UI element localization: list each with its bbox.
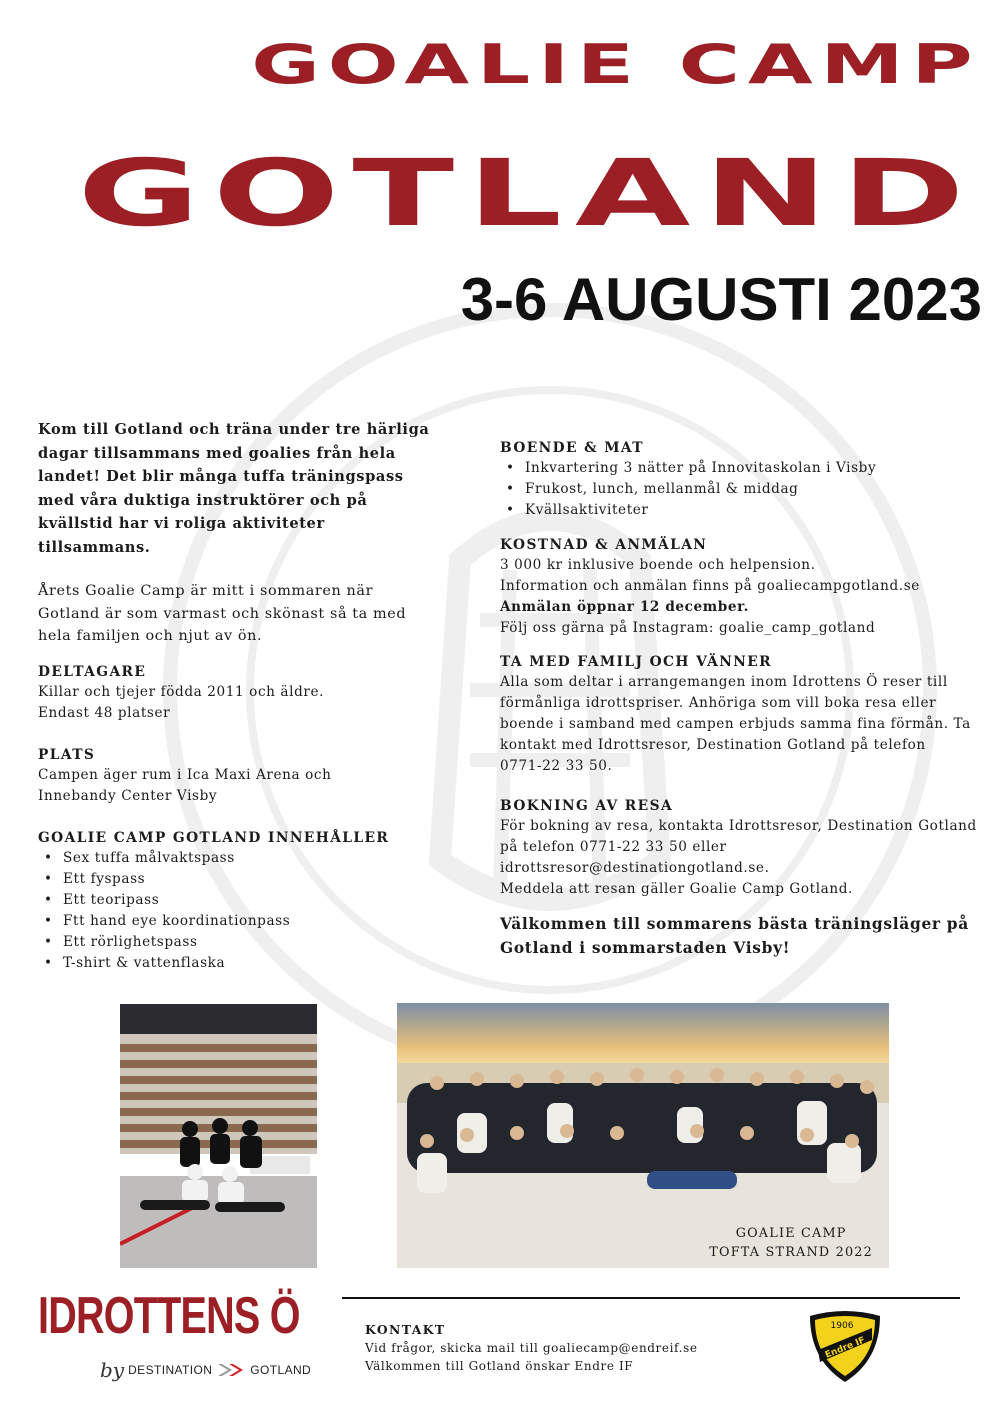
endre-if-badge xyxy=(806,1310,884,1384)
bokning-line: på telefon 0771-22 33 50 eller xyxy=(500,839,727,855)
list-item: • Ett fyspass xyxy=(38,869,438,890)
title-goalie-camp: GOALIE CAMP xyxy=(250,33,980,96)
heading-plats: PLATS xyxy=(38,746,96,763)
list-item: • Frukost, lunch, mellanmål & middag xyxy=(500,479,990,500)
familj-line: Alla som deltar i arrangemangen inom Idrottens Ö reser till xyxy=(500,674,948,690)
heading-boende: BOENDE & MAT xyxy=(500,440,644,456)
deltagare-line1: Killar och tjejer födda 2011 och äldre. xyxy=(38,683,325,700)
list-item: • Ett rörlighetspass xyxy=(38,932,438,953)
plats-line1: Campen äger rum i Ica Maxi Arena och xyxy=(38,766,332,783)
contact-line2: Välkommen till Gotland önskar Endre IF xyxy=(365,1359,634,1373)
left-column xyxy=(38,418,438,974)
intro-text: Kom till Gotland och träna under tre härliga dagar tillsammans med goalies från hela landet! Det blir många tuffa träningspass med våra duktiga instruktörer och på kvällstid har vi roliga aktiviteter tillsammans. xyxy=(38,421,430,556)
logo-by: by xyxy=(100,1358,125,1382)
familj-line: kontakt med Idrottsresor, Destination Gotland på telefon xyxy=(500,737,926,753)
kostnad-line1: 3 000 kr inklusive boende och helpension. xyxy=(500,557,816,573)
event-dates: 3-6 AUGUSTI 2023 xyxy=(460,266,982,333)
list-item: • Ftt hand eye koordinationpass xyxy=(38,911,438,932)
heading-bokning: BOKNING AV RESA xyxy=(500,798,674,814)
list-item: • Inkvartering 3 nätter på Innovitaskolan i Visby xyxy=(500,458,990,479)
list-item: • Ett teoripass xyxy=(38,890,438,911)
logo-name: IDROTTENS Ö xyxy=(38,1287,300,1345)
right-column xyxy=(500,438,990,960)
logo-gotland: GOTLAND xyxy=(250,1363,312,1377)
beach-group-photo xyxy=(397,1003,889,1268)
kostnad-line2: Information och anmälan finns på goaliecampgotland.se xyxy=(500,578,920,594)
photo-caption xyxy=(709,1224,873,1262)
list-item: • Sex tuffa målvaktspass xyxy=(38,848,438,869)
logo-destination: DESTINATION xyxy=(128,1363,213,1377)
contact-line1: Vid frågor, skicka mail till goaliecamp@endreif.se xyxy=(365,1341,698,1355)
innehaller-list xyxy=(38,848,438,974)
welcome-text: Välkommen till sommarens bästa träningsläger på Gotland i sommarstaden Visby! xyxy=(500,915,969,957)
list-item: • Kvällsaktiviteter xyxy=(500,500,990,521)
heading-familj: TA MED FAMILJ OCH VÄNNER xyxy=(500,654,773,670)
title-gotland: GOTLAND xyxy=(77,140,978,247)
footer-divider xyxy=(342,1297,960,1299)
plats-line2: Innebandy Center Visby xyxy=(38,787,218,804)
heading-innehaller: GOALIE CAMP GOTLAND INNEHÅLLER xyxy=(38,829,390,846)
contact-block xyxy=(365,1321,795,1375)
bokning-line: idrottsresor@destinationgotland.se. xyxy=(500,860,770,876)
kostnad-line4: Följ oss gärna på Instagram: goalie_camp_gotland xyxy=(500,620,876,636)
familj-line: förmånliga idrottspriser. Anhöriga som vill boka resa eller xyxy=(500,695,937,711)
list-item: • T-shirt & vattenflaska xyxy=(38,953,438,974)
bokning-line: För bokning av resa, kontakta Idrottsresor, Destination Gotland xyxy=(500,818,977,834)
section-familj xyxy=(500,652,990,777)
heading-kostnad: KOSTNAD & ANMÄLAN xyxy=(500,537,708,553)
familj-line: boende i samband med campen erbjuds samma fina förmån. Ta xyxy=(500,716,971,732)
bokning-line: Meddela att resan gäller Goalie Camp Gotland. xyxy=(500,881,853,897)
section-kostnad xyxy=(500,535,990,639)
arena-photo-illustration xyxy=(120,1004,317,1268)
badge-year: 1906 xyxy=(830,1321,854,1331)
heading-kontakt: KONTAKT xyxy=(365,1322,446,1337)
chevron-arrows-icon xyxy=(216,1363,246,1377)
familj-line: 0771-22 33 50. xyxy=(500,758,613,774)
logo-subline xyxy=(100,1358,311,1382)
heading-deltagare: DELTAGARE xyxy=(38,663,147,680)
caption-line1: GOALIE CAMP xyxy=(735,1226,847,1241)
deltagare-line2: Endast 48 platser xyxy=(38,704,171,721)
boende-list xyxy=(500,458,990,521)
badge-name: Endre IF xyxy=(823,1335,867,1361)
caption-line2: TOFTA STRAND 2022 xyxy=(709,1245,873,1260)
section-deltagare xyxy=(38,662,438,724)
summer-paragraph: Årets Goalie Camp är mitt i sommaren när Gotland är som varmast och skönast så ta med hela familjen och njut av ön. xyxy=(38,583,407,644)
idrottens-o-logo xyxy=(38,1287,323,1382)
kostnad-line3: Anmälan öppnar 12 december. xyxy=(500,599,749,615)
section-innehaller xyxy=(38,828,438,974)
section-bokning xyxy=(500,796,990,900)
section-boende xyxy=(500,438,990,521)
section-plats xyxy=(38,745,438,807)
arena-photo xyxy=(120,1004,317,1268)
